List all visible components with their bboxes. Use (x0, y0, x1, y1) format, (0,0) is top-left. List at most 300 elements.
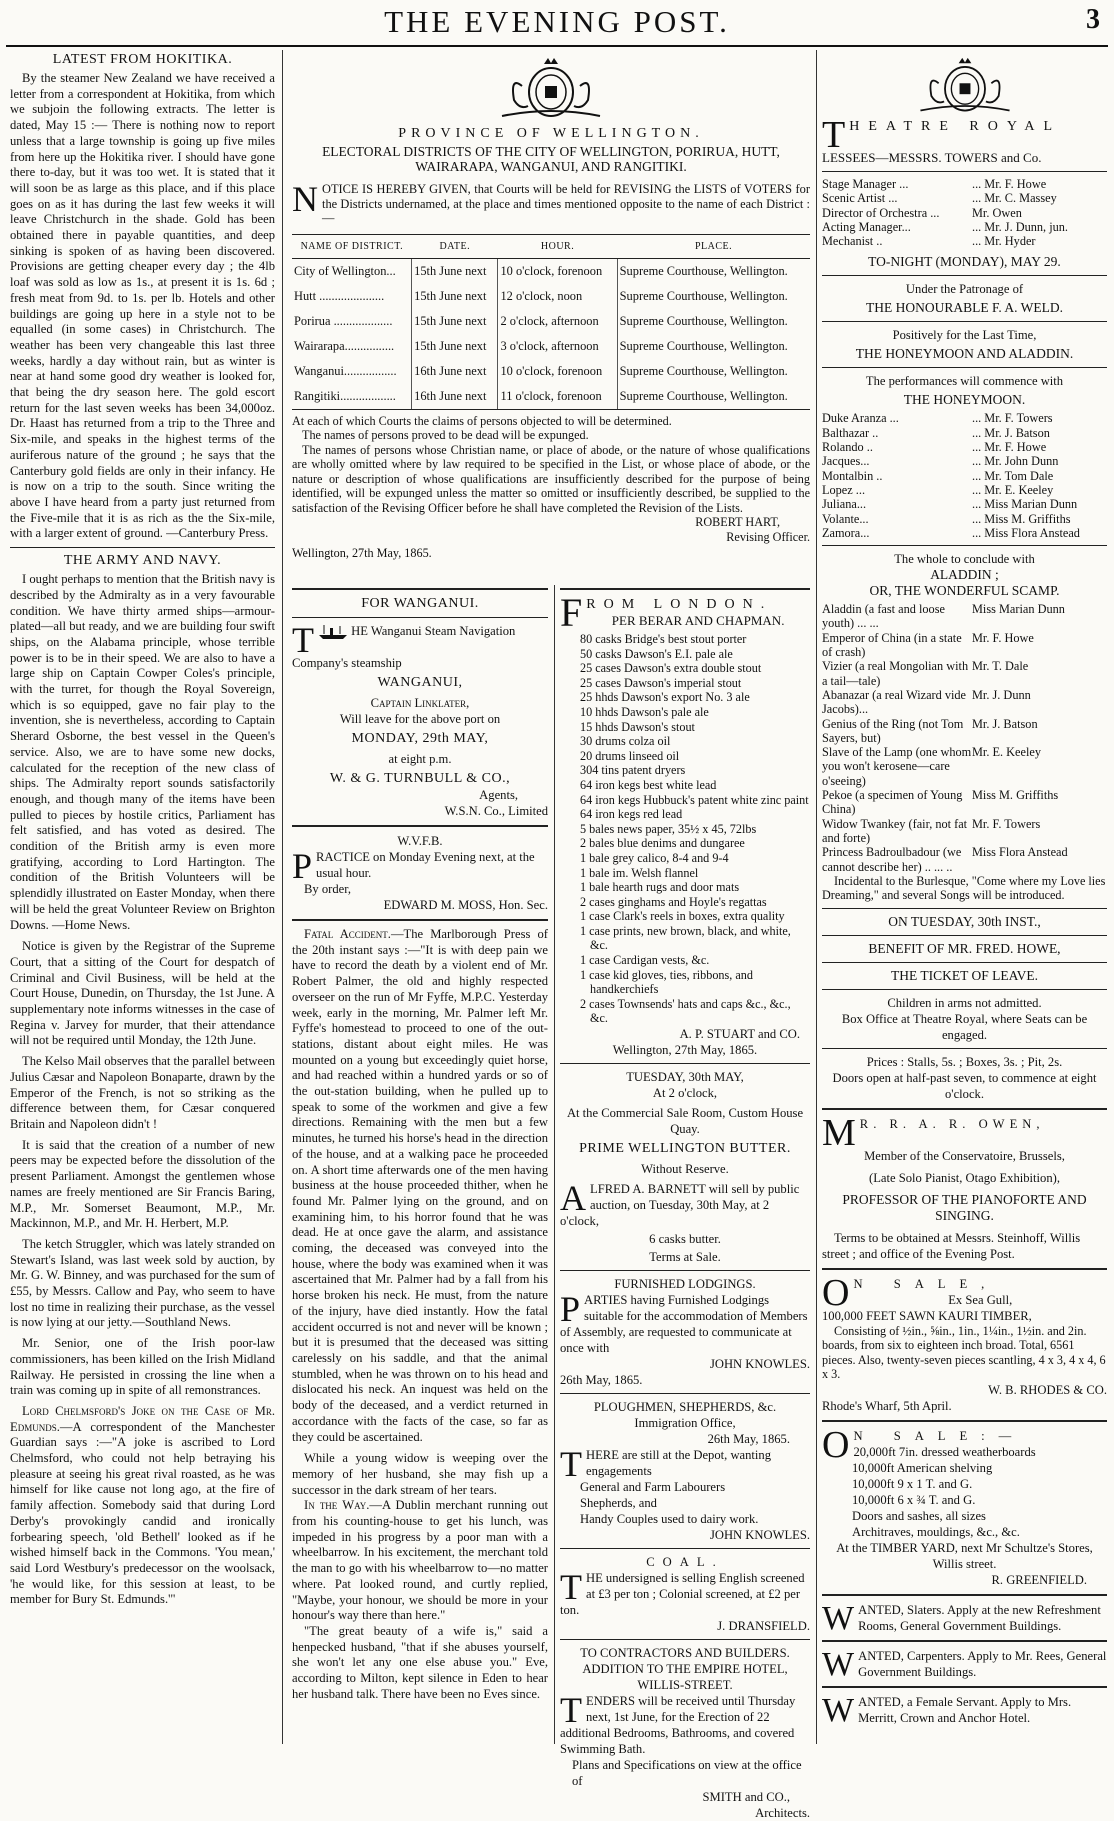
sale-day: TUESDAY, 30th MAY, (626, 1070, 744, 1085)
cast-actor: Mr. J. Batson (972, 716, 1038, 731)
cast-role: Aladdin (a fast and loose youth) ... ... (822, 602, 945, 631)
hour-cell: 10 o'clock, forenoon (498, 258, 617, 284)
cast-row (822, 483, 1107, 497)
cast-actor: Mr. F. Howe (972, 630, 1034, 645)
wanganui-heading: FOR WANGANUI. (361, 596, 479, 611)
cast-row (822, 512, 1107, 526)
cast-actor: ... Miss Marian Dunn (972, 497, 1078, 512)
staff-role: Acting Manager... (822, 219, 911, 234)
list-item: General and Farm Labourers (580, 1480, 726, 1495)
cast-actor: ... Miss M. Griffiths (972, 511, 1071, 526)
onsale-signer: W. B. RHODES & CO. (988, 1382, 1107, 1397)
date-cell: 15th June next (412, 309, 498, 334)
cast-actor: Mr. J. Dunn (972, 687, 1031, 702)
cast-role: Genius of the Ring (not Tom Sayers, but) (822, 716, 964, 745)
immigration-signer: JOHN KNOWLES. (709, 1528, 810, 1543)
theatre-tuesday: ON TUESDAY, 30th INST., (888, 913, 1041, 929)
district-cell: Hutt ..................... (294, 288, 385, 303)
onsale-date: Rhode's Wharf, 5th April. (822, 1398, 952, 1413)
wanted-servant-ad (822, 1691, 1107, 1726)
lodgings-ad (560, 1276, 810, 1388)
lodgings-heading: FURNISHED LODGINGS. (614, 1277, 756, 1292)
contractors-title: Architects. (755, 1806, 810, 1821)
cast-row (822, 497, 1107, 511)
cast-row (822, 845, 1107, 874)
district-cell: Porirua ................... (294, 313, 393, 328)
cast-row (822, 788, 1107, 817)
cast-role: Juliana... (822, 497, 867, 512)
immigration-date: 26th May, 1865. (707, 1432, 790, 1447)
accident-text: —The Marlborough Press of the 20th instant says :—"It is with deep pain we have to record the death by a violent end of Mr. Robert Palmer, the old and highly respected overseer on the run of Mr Fyffe, M.P.C. Yesterday week, early in the morning, Mr. Palmer left Mr. Fyffe's homestead to proceed to one of the out-stations, distant about eight miles. He was mounted on a young but exceedingly quiet horse, and had reached within a hundred yards or so of the out-station building, when he pulled up to speak to some of the workmen and give a few directions. Remaining with the men but a few minutes, he turned his horse's head in the direction of the house, and at a walking pace he proceeded on. A short time afterwards one of the men having business at the house proceeded thither, when he found Mr. Palmer lying on the ground, and on examining him, to his horror found that he was dead. He at once gave the alarm, and assistance coming, the deceased was conveyed into the house, where the body was examined when it was ascertained that Mr. Palmer had by a fall from his horse broken his neck. He must, from the nature of the injury, have died instantly. How the fatal accident occurred is not and never will be known ; but it is presumed that the deceased was sitting carelessly on his saddle, and that the animal stumbled, when he was thrown on to his head and dislocated his neck. An inquest was held on the body of the deceased, and a verdict returned in accordance with the facts of the case, so far as they could be ascertained. (292, 927, 548, 1444)
coal-text: HE undersigned is selling English screened at £3 per ton ; Colonial screened, at £2 per ton. (560, 1571, 805, 1618)
senior-note: Mr. Senior, one of the Irish poor-law commissioners, has been killed on the Irish Midland Railway. He persisted in crossing the line when a train was coming up in spite of all remonstrances. (10, 1336, 275, 1398)
cast-role: Pekoe (a specimen of Young China) (822, 788, 963, 817)
theatre-children: Children in arms not admitted. (887, 995, 1042, 1010)
cast-row (822, 745, 1107, 788)
wanganui-line: Company's steamship (292, 656, 402, 670)
column-rule (282, 50, 283, 1744)
wvfb-heading: W.V.F.B. (397, 834, 443, 848)
wvfb-ad (292, 833, 548, 913)
list-item: 1 case Cardigan vests, &c. (580, 953, 710, 968)
cast-role: Princess Badroulbadour (we cannot describe her) .. ... .. (822, 845, 962, 874)
theatre-conclude: The whole to conclude with (894, 552, 1035, 567)
cast-role: Montalbin .. (822, 468, 883, 483)
drop-cap: W (822, 1645, 855, 1683)
column-middle-left (292, 588, 548, 1702)
court-notice: Notice is given by the Registrar of the Supreme Court, that a sitting of the Court for despatch of Criminal and Civil Business, will be held at the Court House, Dunedin, on Thursday, the 1st June. A supplementary note informs witnesses in the case of Regina v. Jarvey for murder, that their attendance will not be required until Monday, the 12th June. (10, 939, 275, 1048)
company-name: W.S.N. Co., Limited (444, 804, 548, 818)
theatre-staff (822, 177, 1107, 248)
list-item: 20 drums linseed oil (580, 748, 680, 763)
wanganui-line: HE Wanganui Steam Navigation (351, 624, 516, 638)
place-cell: Supreme Courthouse, Wellington. (617, 384, 810, 410)
owen-late: (Late Solo Pianist, Otago Exhibition), (869, 1170, 1060, 1185)
hour-cell: 11 o'clock, forenoon (498, 384, 617, 410)
cast-actor: ... Miss Flora Anstead (972, 525, 1080, 540)
districts-table (292, 234, 810, 410)
royal-crest-icon (492, 56, 610, 122)
sale-reserve: Without Reserve. (641, 1162, 729, 1177)
onsale-ship: Ex Sea Gull, (948, 1292, 1013, 1307)
district-cell: City of Wellington... (294, 263, 396, 278)
theatre-doors: Doors open at half-past seven, to commence at eight o'clock. (832, 1070, 1097, 1101)
province-notice (292, 50, 810, 561)
captain: Captain Linklater, (370, 696, 470, 710)
theatre-plays: THE HONEYMOON AND ALADDIN. (855, 346, 1074, 362)
wanted-slaters-ad (822, 1599, 1107, 1637)
column-news (10, 50, 275, 1608)
list-item: 64 iron kegs red lead (580, 807, 683, 822)
wife-note: "The great beauty of a wife is," said a henpecked husband, "that if she abuses yourself, she won't let any one else abuse you." Eve, according to Milton, kept silence in Eden to hear her husband talk. There have been no Eves since. (292, 1623, 548, 1701)
list-item: 1 case Clark's reels in boxes, extra quality (580, 909, 785, 924)
lodgings-text: ARTIES having Furnished Lodgings suitable for the accommodation of Members of Assembly, are requested to communicate at once with (560, 1293, 808, 1356)
cast-row (822, 717, 1107, 746)
cast-role: Widow Twankey (fair, not fat and forte) (822, 816, 968, 845)
contractors-plans: Plans and Specifications on view at the office of (572, 1758, 802, 1789)
immigration-heading: PLOUGHMEN, SHEPHERDS, &c. (593, 1400, 777, 1415)
divider (10, 547, 275, 548)
sale-text: LFRED A. BARNETT will sell by public auction, on Tuesday, 30th May, at 2 o'clock, (560, 1182, 800, 1229)
chelmsford-text: —A correspondent of the Manchester Guardian says :—"A joke is ascribed to Lord Chelmsford, who could not help betraying his pleasure at seeing his great rival roasted, as he was himself for like cause not long ago, at the fire of family affection. Somebody said that during Lord Derby's provokingly candid and ironically forbearing speech, 'old Bethell' looked as if he wished himself back in the Commons. 'You mean,' said Lord Westbury's predecessor on the woolsack, 'he would like, for this session at least, to be member for Bury St. Edmunds.'" (10, 1419, 275, 1607)
list-item: 30 drums colza oil (580, 734, 671, 749)
contractors-signer: SMITH and CO., (702, 1790, 790, 1805)
peers-note: It is said that the creation of a number of new peers may be expected before the dissolution of the present Parliament. Amongst the gentlemen whose names are freely mentioned are Sir Francis Baring, M.P., Mr. Somerset Beaumont, M.P., Mr. Mackinnon, M.P., and Mr. H. Herbert, M.P. (10, 1137, 275, 1231)
cast-actor: Mr. T. Dale (972, 659, 1029, 674)
cast-actor: Miss Flora Anstead (972, 845, 1068, 860)
place-cell: Supreme Courthouse, Wellington. (617, 309, 810, 334)
steamship-icon (318, 624, 348, 640)
staff-role: Director of Orchestra ... (822, 205, 940, 220)
sale-time: At 2 o'clock, (652, 1086, 718, 1101)
hour-cell: 12 o'clock, noon (498, 284, 617, 309)
cast-actor: ... Mr. F. Towers (972, 411, 1053, 426)
drop-cap: T (560, 1567, 582, 1608)
drop-cap: M (822, 1111, 856, 1154)
wanted-text: ANTED, Slaters. Apply at the new Refreshment Rooms, General Government Buildings. (858, 1602, 1101, 1633)
cast-actor: ... Mr. Tom Dale (972, 468, 1054, 483)
date-cell: 15th June next (412, 258, 498, 284)
list-item: 10 hhds Dawson's pale ale (580, 704, 709, 719)
list-item: 10,000ft American shelving (852, 1460, 993, 1475)
table-row (292, 359, 810, 384)
list-item: 50 casks Dawson's E.I. pale ale (580, 646, 733, 661)
date-cell: 16th June next (412, 384, 498, 410)
drop-cap: T (822, 114, 846, 156)
list-item: 25 cases Dawson's imperial stout (580, 675, 742, 690)
cast-actor: Mr. F. Towers (972, 816, 1041, 831)
owen-ad (822, 1111, 1107, 1262)
cast-actor: Mr. E. Keeley (972, 745, 1041, 760)
list-item: 10,000ft 6 x ¾ T. and G. (852, 1492, 976, 1507)
onsale-place: At the TIMBER YARD, next Mr Schultze's Stores, Willis street. (836, 1540, 1093, 1571)
drop-cap: T (560, 1690, 582, 1731)
play-title: ALADDIN ; (930, 567, 999, 583)
staff-role: Scenic Artist ... (822, 191, 898, 206)
cast-list (822, 411, 1107, 540)
wanganui-line: Will leave for the above port on (339, 712, 501, 726)
table-row (292, 284, 810, 309)
drop-cap: P (560, 1289, 581, 1330)
cast-role: Vizier (a real Mongolian with a tail—tale) (822, 659, 969, 688)
table-header: HOUR. (498, 234, 617, 258)
london-list (560, 632, 810, 1026)
district-cell: Wanganui................. (294, 363, 397, 378)
cast-row (822, 688, 1107, 717)
play-title: THE HONEYMOON. (903, 392, 1026, 408)
onsale-text: Consisting of ½in., ⅝in., 1in., 1¼in., 1½in. and 2in. boards, from six to eighteen inch broad. Total, 6561 pieces. Also, twenty-seven pieces scantling, 4 x 3, 4 x 4, 6 x 3. (822, 1323, 1106, 1382)
list-item: 1 bale im. Welsh flannel (580, 865, 699, 880)
owen-heading: R. R. A. R. OWEN, (859, 1116, 1045, 1131)
list-item: 25 hhds Dawson's export No. 3 ale (580, 690, 750, 705)
agent-name: W. & G. TURNBULL & CO., (329, 771, 511, 786)
coal-signer: J. DRANSFIELD. (717, 1619, 810, 1634)
wvfb-text: RACTICE on Monday Evening next, at the usual hour. (316, 850, 535, 880)
army-heading: THE ARMY AND NAVY. (63, 553, 222, 569)
coal-heading: COAL. (646, 1555, 724, 1570)
column-rule (816, 50, 817, 1744)
table-row (292, 258, 810, 284)
play-subtitle: OR, THE WONDERFUL SCAMP. (869, 583, 1060, 599)
theatre-commence: The performances will commence with (865, 374, 1064, 389)
place-cell: Supreme Courthouse, Wellington. (617, 359, 810, 384)
cast-actor: Miss M. Griffiths (972, 788, 1059, 803)
page-number: 3 (1086, 4, 1100, 35)
contractors-ad (560, 1645, 810, 1821)
hour-cell: 10 o'clock, forenoon (498, 359, 617, 384)
cast-row (822, 526, 1107, 540)
theatre-patronage: Under the Patronage of (905, 282, 1024, 297)
cast-actor: Miss Marian Dunn (972, 602, 1065, 617)
district-cell: Wairarapa................ (294, 338, 395, 353)
staff-row (822, 177, 1107, 191)
list-item: Shepherds, and (580, 1496, 657, 1511)
cast-role: Balthazar .. (822, 425, 879, 440)
theatre-ad (822, 114, 1107, 1102)
list-item: 1 bale hearth rugs and door mats (580, 880, 740, 895)
cast-row (822, 602, 1107, 631)
way-text: —A Dublin merchant running out from his counting-house to get his lunch, was impeded in his progress by a poor man with a wheelbarrow. In his excitement, the merchant told the man to go with his wheelbarrow to—no matter where. Pat looked round, and curtly replied, "Maybe, your honour, we should be more in your honour's way there than here." (292, 1498, 548, 1623)
contractors-text: ENDERS will be received until Thursday next, 1st June, for the Erection of 22 additional Bedrooms, Bathrooms, and covered Swimming Bath. (560, 1694, 796, 1757)
list-item: Architraves, mouldings, &c., &c. (852, 1524, 1020, 1539)
column-middle-right (560, 588, 810, 1821)
newspaper-title: THE EVENING POST. (384, 4, 730, 39)
timber-sale-ad (822, 1423, 1107, 1588)
agents-label: Agents, (479, 788, 518, 802)
coal-ad (560, 1554, 810, 1634)
chelmsford-title: Lord Chelmsford's Joke on the Case of Mr. Edmunds. (10, 1403, 275, 1434)
cast-list (822, 602, 1107, 874)
hokitika-article: By the steamer New Zealand we have received a letter from a correspondent at Hokitika, from which we subjoin the following extracts. The letter is dated, May 15 :— There is nothing now to report unless that a large township is going up five miles from here up the Hokitika river. I should have gone there to-day, but it was too wet. It is stated that it will soon be as large as this place, and if this place goes on as it has during the last few weeks it will leave Christchurch in the shade. Gold has been obtained there in payable quantities, and deep sinking is spoken of as having been discovered. Provisions are getting cheaper every day ; the 4lb loaf was sold as low as 1s., at present it is 1s. 6d ; fresh meat from 9d. to 1s. per lb. Hotels and other buildings are going up here in a style not to be equalled (in some cases) in Christchurch. The weather has been very changeable this last three weeks, hardly a day without rain, but as winter is near at hand some good dry weather is looked for, that being the dry season here. The gold escort return for the last seven weeks has been 34,000oz. Dr. Haast has returned from a trip to the Three and Six-mile, and speaks in the highest terms of the auriferous nature of the ground ; he says that the Canterbury gold fields are only in their infancy. He is now on a trip to the south. Since writing the above I have heard from a party just returned from the Five-mile that it is as rich as the the Six-mile, with a larger extent of ground. —Canterbury Press. (10, 71, 275, 541)
drop-cap: A (560, 1178, 586, 1219)
london-signer: A. P. STUART and CO. (679, 1027, 800, 1042)
onsale-signer: R. GREENFIELD. (991, 1572, 1087, 1587)
list-item: 64 iron kegs Hubbuck's patent white zinc paint (580, 792, 809, 807)
cast-actor: ... Mr. E. Keeley (972, 482, 1054, 497)
drop-cap: P (292, 846, 313, 886)
cast-role: Emperor of China (in a state of crash) (822, 630, 962, 660)
immigration-text: HERE are still at the Depot, wanting engagements (586, 1448, 772, 1479)
lodgings-date: 26th May, 1865. (560, 1373, 643, 1388)
staff-role: Stage Manager ... (822, 177, 909, 191)
list-item: 2 bales blue denims and dungaree (580, 836, 745, 851)
wanted-carpenters-ad (822, 1645, 1107, 1683)
cast-role: Duke Aranza ... (822, 411, 899, 426)
wvfb-order: By order, (304, 882, 352, 896)
drop-cap: W (822, 1691, 855, 1726)
cast-actor: ... Mr. John Dunn (972, 454, 1059, 469)
theatre-tonight: TO-NIGHT (MONDAY), MAY 29. (868, 254, 1061, 270)
wanted-text: ANTED, a Female Servant. Apply to Mrs. Merritt, Crown and Anchor Hotel. (858, 1694, 1072, 1725)
date-cell: 15th June next (412, 284, 498, 309)
cast-row (822, 426, 1107, 440)
wanted-text: ANTED, Carpenters. Apply to Mr. Rees, General Government Buildings. (858, 1648, 1107, 1679)
notice-para: At each of which Courts the claims of persons objected to will be determined. (292, 413, 672, 428)
list-item: 10,000ft 9 x 1 T. and G. (852, 1476, 973, 1491)
cast-role: Jacques... (822, 454, 870, 469)
theatre-prices: Prices : Stalls, 5s. ; Boxes, 3s. ; Pit, 2s. (866, 1054, 1063, 1069)
list-item: 2 cases Townsends' hats and caps &c., &c., &c. (580, 996, 791, 1026)
list-item: 2 cases ginghams and Hoyle's regattas (580, 894, 767, 909)
drop-cap: W (822, 1599, 855, 1637)
place-cell: Supreme Courthouse, Wellington. (617, 258, 810, 284)
hour-cell: 2 o'clock, afternoon (498, 309, 617, 334)
accident-article (292, 927, 548, 1445)
cast-actor: ... Mr. J. Batson (972, 425, 1050, 440)
sale-place: At the Commercial Sale Room, Custom House Quay. (566, 1106, 804, 1137)
cast-role: Rolando .. (822, 440, 873, 455)
royal-crest-icon (906, 56, 1024, 116)
staff-row (822, 191, 1107, 205)
theatre-heading: HEATRE ROYAL (849, 119, 1062, 134)
staff-name: ... Mr. C. Massey (972, 191, 1057, 206)
wvfb-signer: EDWARD M. MOSS, Hon. Sec. (383, 898, 548, 912)
theatre-last: Positively for the Last Time, (892, 328, 1037, 343)
table-row (292, 384, 810, 410)
kauri-sale-ad (822, 1271, 1107, 1414)
cast-row (822, 440, 1107, 454)
drop-cap: O (822, 1423, 850, 1466)
list-item: 25 cases Dawson's extra double stout (580, 661, 762, 676)
army-article: I ought perhaps to mention that the British navy is described by the Admiralty as in a very favourable condition. We have thirty armed ships—armour-plated—all but ready, and we are building four swift ships, on the Alabama principle, whose terrible power is to be in their speed. We are also to have a large ship on Captain Cowper Coles's principle, with the turret, for though the Royal Sovereign, which is so equipped, gave no fair play to the invention, she is nevertheless, according to Captain Sherard Osborne, the best vessel in the Queen's service. Also, we are to have some new docks, calculated for the reception of the new class of ships. The Admiralty report sounds satisfactorily enough, and though many of the items have been pulled to pieces by hostile critics, Parliament has felt satisfied, and has voted as desired. The condition of the British army is even more gratifying, according to Lord Hartington. The condition of the British Volunteers will be splendidly illustrated on Easter Monday, when there will be held the great Volunteer Review on Brighton Downs. —Home News. (10, 572, 275, 932)
way-note (292, 1498, 548, 1624)
theatre-ticket: THE TICKET OF LEAVE. (891, 967, 1038, 983)
sale-terms: Terms at Sale. (649, 1250, 721, 1265)
hour-cell: 3 o'clock, afternoon (498, 334, 617, 359)
table-header: DATE. (412, 234, 498, 258)
chelmsford-note (10, 1404, 275, 1608)
cast-row (822, 469, 1107, 483)
drop-cap: O (822, 1271, 850, 1314)
owen-terms: Terms to be obtained at Messrs. Steinhoff, Willis street ; and office of the Evening Post. (822, 1230, 1081, 1261)
notice-para: The names of persons whose Christian name, or place of abode, or the nature of whose qualifications are wholly omitted where by law required to be specified in the List, or whose place of abode, or the nature or description of whose qualifications are insufficiently described for the purpose of being identified, will be expunged unless the matter so omitted or insufficiently described, be supplied to the satisfaction of the Revising Officer before he shall have completed the Revision of the Lists. (292, 442, 810, 515)
table-header: NAME OF DISTRICT. (292, 234, 412, 258)
sailing-time: at eight p.m. (388, 752, 452, 766)
list-item: 1 case prints, new brown, black, and white, &c. (580, 923, 791, 953)
list-item: Handy Couples used to dairy work. (580, 1512, 759, 1527)
widow-note: While a young widow is weeping over the memory of her husband, she may fish up a successor in the dark stream of her tears. (292, 1451, 548, 1497)
theatre-box: Box Office at Theatre Royal, where Seats can be engaged. (841, 1011, 1088, 1042)
sale-item: 6 casks butter. (649, 1232, 721, 1247)
list-item: Doors and sashes, all sizes (852, 1508, 986, 1523)
immigration-office: Immigration Office, (634, 1416, 736, 1431)
lodgings-signer: JOHN KNOWLES. (709, 1357, 810, 1372)
date-cell: 15th June next (412, 334, 498, 359)
onsale-title: 100,000 FEET SAWN KAURI TIMBER, (822, 1308, 1032, 1323)
notice-para: The names of persons proved to be dead will be expunged. (302, 428, 589, 442)
list-item: 64 iron kegs best white lead (580, 777, 717, 792)
drop-cap: T (560, 1444, 582, 1485)
cast-row (822, 454, 1107, 468)
contractors-sub: ADDITION TO THE EMPIRE HOTEL, WILLIS-STREET. (582, 1662, 788, 1693)
date-cell: 16th June next (412, 359, 498, 384)
masthead (0, 0, 1114, 46)
notice-text (292, 179, 810, 226)
province-title: PROVINCE OF WELLINGTON. (398, 126, 704, 141)
column-ads (822, 50, 1107, 1726)
notice-date: Wellington, 27th May, 1865. (292, 546, 432, 560)
header-rule (6, 45, 1108, 47)
wanganui-ad (292, 596, 548, 819)
list-item: 304 tins patent dryers (580, 763, 686, 778)
cast-role: Lopez ... (822, 482, 866, 497)
signer: ROBERT HART, (695, 515, 780, 529)
sale-heading: PRIME WELLINGTON BUTTER. (579, 1141, 791, 1157)
staff-name: Mr. Owen (972, 205, 1022, 220)
list-item: 80 casks Bridge's best stout porter (580, 632, 747, 646)
cast-row (822, 631, 1107, 660)
table-row (292, 309, 810, 334)
staff-name: ... Mr. J. Dunn, jun. (972, 219, 1068, 234)
theatre-patron: THE HONOURABLE F. A. WELD. (865, 300, 1064, 316)
table-header: PLACE. (617, 234, 810, 258)
staff-name: ... Mr. F. Howe (972, 177, 1047, 191)
notice-body: OTICE IS HEREBY GIVEN, that Courts will be held for REVISING the LISTS of VOTERS for the Districts undernamed, at the place and times mentioned opposite to the name of each District :— (322, 182, 810, 225)
list-item: 5 bales news paper, 35½ x 45, 72lbs (580, 821, 757, 836)
list-item: 1 case kid gloves, ties, ribbons, and handkerchiefs (580, 967, 753, 997)
staff-row (822, 220, 1107, 234)
contractors-heading: TO CONTRACTORS AND BUILDERS. (580, 1646, 790, 1661)
theatre-benefit: BENEFIT OF MR. FRED. HOWE, (868, 940, 1061, 956)
hokitika-heading: LATEST FROM HOKITIKA. (52, 52, 233, 67)
cast-row (822, 659, 1107, 688)
london-date: Wellington, 27th May, 1865. (612, 1043, 758, 1058)
district-cell: Rangitiki.................. (292, 384, 412, 410)
cast-role: Slave of the Lamp (one whom you won't kerosene—care o'seeing) (822, 745, 972, 788)
column-rule (554, 585, 555, 1744)
cast-row (822, 817, 1107, 846)
cast-actor: ... Mr. F. Howe (972, 440, 1047, 455)
theatre-lessees: LESSEES—MESSRS. TOWERS and Co. (822, 150, 1042, 165)
accident-lead: Fatal Accident. (304, 927, 391, 941)
onsale-heading: N SALE, (853, 1276, 999, 1291)
staff-row (822, 206, 1107, 220)
cast-role: Zamora... (822, 525, 870, 540)
list-item: 1 bale grey calico, 8-4 and 9-4 (580, 850, 729, 865)
owen-member: Member of the Conservatoire, Brussels, (864, 1148, 1065, 1163)
butter-sale-ad (560, 1069, 810, 1265)
drop-cap: N (292, 179, 318, 219)
staff-name: ... Mr. Hyder (972, 234, 1036, 249)
london-ships: PER BERAR AND CHAPMAN. (611, 613, 785, 628)
kelso-note: The Kelso Mail observes that the parallel between Julius Cæsar and Napoleon Bonaparte, drawn by the Emperor of the French, is not so striking as the difference between them, for Cæsar conquered Britain and Napoleon didn't ! (10, 1054, 275, 1131)
cast-row (822, 411, 1107, 425)
cast-role: Abanazar (a real Wizard vide Jacobs)... (822, 687, 967, 717)
ship-name: WANGANUI, (377, 675, 463, 690)
place-cell: Supreme Courthouse, Wellington. (617, 284, 810, 309)
sailing-day: MONDAY, 29th MAY, (351, 731, 489, 746)
signer-title: Revising Officer. (726, 529, 810, 544)
drop-cap: F (560, 590, 583, 635)
list-item: 15 hhds Dawson's stout (580, 719, 695, 734)
staff-row (822, 234, 1107, 248)
table-row (292, 334, 810, 359)
london-heading: ROM LONDON. (586, 597, 773, 612)
way-lead: In the Way. (304, 1498, 370, 1513)
districts-heading: ELECTORAL DISTRICTS OF THE CITY OF WELLINGTON, PORIRUA, HUTT, WAIRARAPA, WANGANUI, AND RANGITIKI. (322, 144, 780, 174)
theatre-incidental: Incidental to the Burlesque, "Come where my Love lies Dreaming," and several Songs will be introduced. (822, 873, 1106, 903)
drop-cap: T (292, 620, 314, 660)
london-ad (560, 590, 810, 1058)
onsale-heading: N SALE:— (853, 1428, 1026, 1443)
place-cell: Supreme Courthouse, Wellington. (617, 334, 810, 359)
owen-prof: PROFESSOR OF THE PIANOFORTE AND SINGING. (842, 1191, 1087, 1223)
staff-role: Mechanist .. (822, 234, 883, 249)
cast-role: Volante... (822, 511, 869, 526)
ketch-note: The ketch Struggler, which was lately stranded on Stewart's Island, was last week sold by auction, by Mr. G. W. Binney, and was purchased for the sum of £55, by Messrs. Callow and Pay, who seem to have lost no time in realizing their purchase, as the vessel is now lying at our jetty.—Southland News. (10, 1236, 275, 1330)
immigration-ad (560, 1399, 810, 1543)
list-item: 20,000ft 7in. dressed weatherboards (853, 1444, 1036, 1459)
